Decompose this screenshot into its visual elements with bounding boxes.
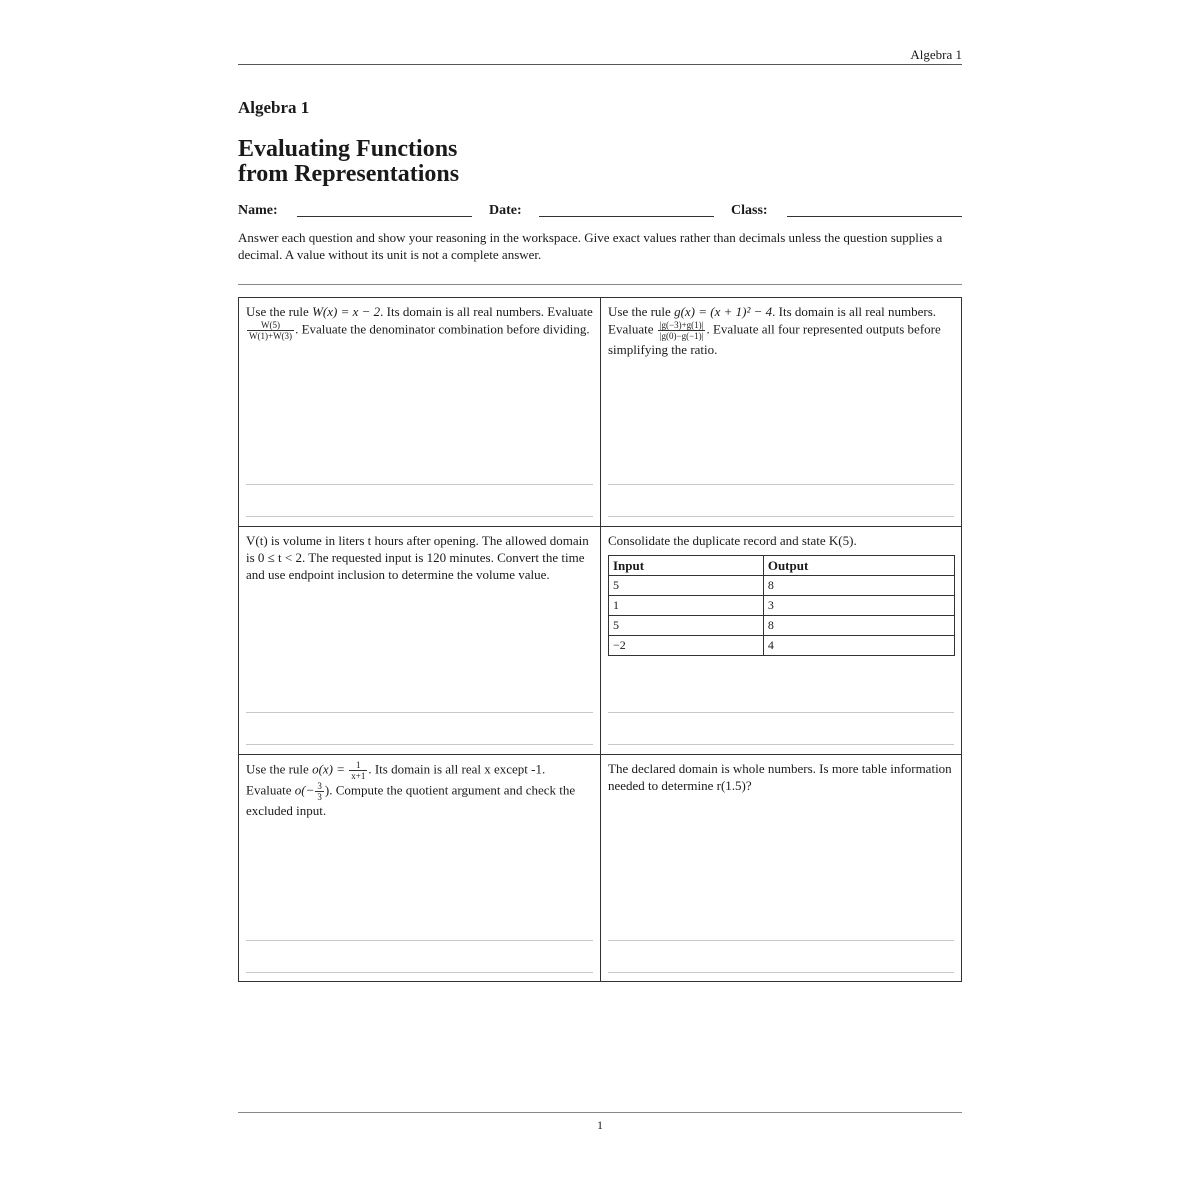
footer-divider xyxy=(238,1112,962,1113)
question-3: V(t) is volume in liters t hours after opening. The allowed domain is 0 ≤ t < 2. The requested input is 120 minutes. Convert the time and use endpoint inclusion to determine the volume value. xyxy=(246,533,589,582)
table-header-output: Output xyxy=(763,556,954,576)
question-grid xyxy=(238,297,962,982)
table-row xyxy=(609,576,955,596)
table-row xyxy=(609,616,955,636)
answer-line[interactable] xyxy=(246,484,593,485)
table-cell: 4 xyxy=(763,636,954,656)
table-cell: 8 xyxy=(763,576,954,596)
answer-line[interactable] xyxy=(608,940,954,941)
answer-line[interactable] xyxy=(608,712,954,713)
function-rule: g(x) = (x + 1)² − 4 xyxy=(674,304,773,319)
table-row xyxy=(609,636,955,656)
question-6: The declared domain is whole numbers. Is more table information needed to determine r(1.5)? xyxy=(608,761,952,793)
question-1: Use the rule W(x) = x − 2. Its domain is all real numbers. Evaluate $\frac{W(5)}{W(1)+W(3)}$ . Evaluate the denominator combination before dividing. xyxy=(246,304,593,341)
running-title: Algebra 1 xyxy=(910,47,962,62)
table-cell: −2 xyxy=(609,636,764,656)
student-info-row xyxy=(238,203,962,223)
question-4-prompt: Consolidate the duplicate record and state K(5). xyxy=(608,533,857,548)
date-field[interactable] xyxy=(539,216,714,217)
function-rule: W(x) = x − 2 xyxy=(312,304,381,319)
table-cell: 5 xyxy=(609,616,764,636)
worksheet-title xyxy=(238,137,459,187)
instructions: Answer each question and show your reasoning in the workspace. Give exact values rather than decimals unless the question supplies a decimal. A value without its unit is not a complete answer. xyxy=(238,230,943,262)
table-cell: 3 xyxy=(763,596,954,616)
divider xyxy=(238,284,962,285)
question-2: Use the rule g(x) = (x + 1)² − 4. Its domain is all real numbers. Evaluate $\frac{|g(-3)+g(1)|}{|g(0)-g(-1)|}$ . Evaluate all four represented outputs before simplifying the ratio. xyxy=(608,304,941,357)
answer-line[interactable] xyxy=(246,712,593,713)
class-label: Class: xyxy=(731,203,768,218)
date-label: Date: xyxy=(489,203,522,218)
name-field[interactable] xyxy=(297,216,472,217)
function-rule: o(x) = xyxy=(312,761,349,777)
fraction: $\frac{|g(-3)+g(1)|}{|g(0)-g(-1)|}$ xyxy=(659,320,704,341)
title-line-1: Evaluating Functions xyxy=(238,136,458,162)
table-row xyxy=(609,596,955,616)
page-number: 1 xyxy=(597,1118,603,1132)
table-header-input: Input xyxy=(609,556,764,576)
question-5: Use the rule o(x) = $\frac{1}{x+1}$ . Its domain is all real x except -1. Evaluate o(− $\frac{3}{3}$ ). Compute the quotient argument and check the excluded input. xyxy=(246,760,576,818)
table-cell: 1 xyxy=(609,596,764,616)
fraction: $\frac{3}{3}$ xyxy=(317,781,322,802)
answer-line[interactable] xyxy=(246,972,593,973)
answer-line[interactable] xyxy=(608,484,954,485)
running-header xyxy=(238,46,962,65)
answer-line[interactable] xyxy=(608,516,954,517)
fraction: $\frac{1}{x+1}$ xyxy=(351,760,366,781)
name-label: Name: xyxy=(238,203,278,218)
input-output-table xyxy=(608,555,955,656)
answer-line[interactable] xyxy=(246,744,593,745)
answer-line[interactable] xyxy=(246,940,593,941)
class-field[interactable] xyxy=(787,216,962,217)
title-line-2: from Representations xyxy=(238,161,460,187)
answer-line[interactable] xyxy=(246,516,593,517)
question-4 xyxy=(601,527,961,754)
table-cell: 5 xyxy=(609,576,764,596)
table-header-row xyxy=(609,556,955,576)
fraction: $\frac{W(5)}{W(1)+W(3)}$ xyxy=(249,320,293,341)
answer-line[interactable] xyxy=(608,972,954,973)
table-cell: 8 xyxy=(763,616,954,636)
answer-line[interactable] xyxy=(608,744,954,745)
course-heading: Algebra 1 xyxy=(238,98,310,117)
